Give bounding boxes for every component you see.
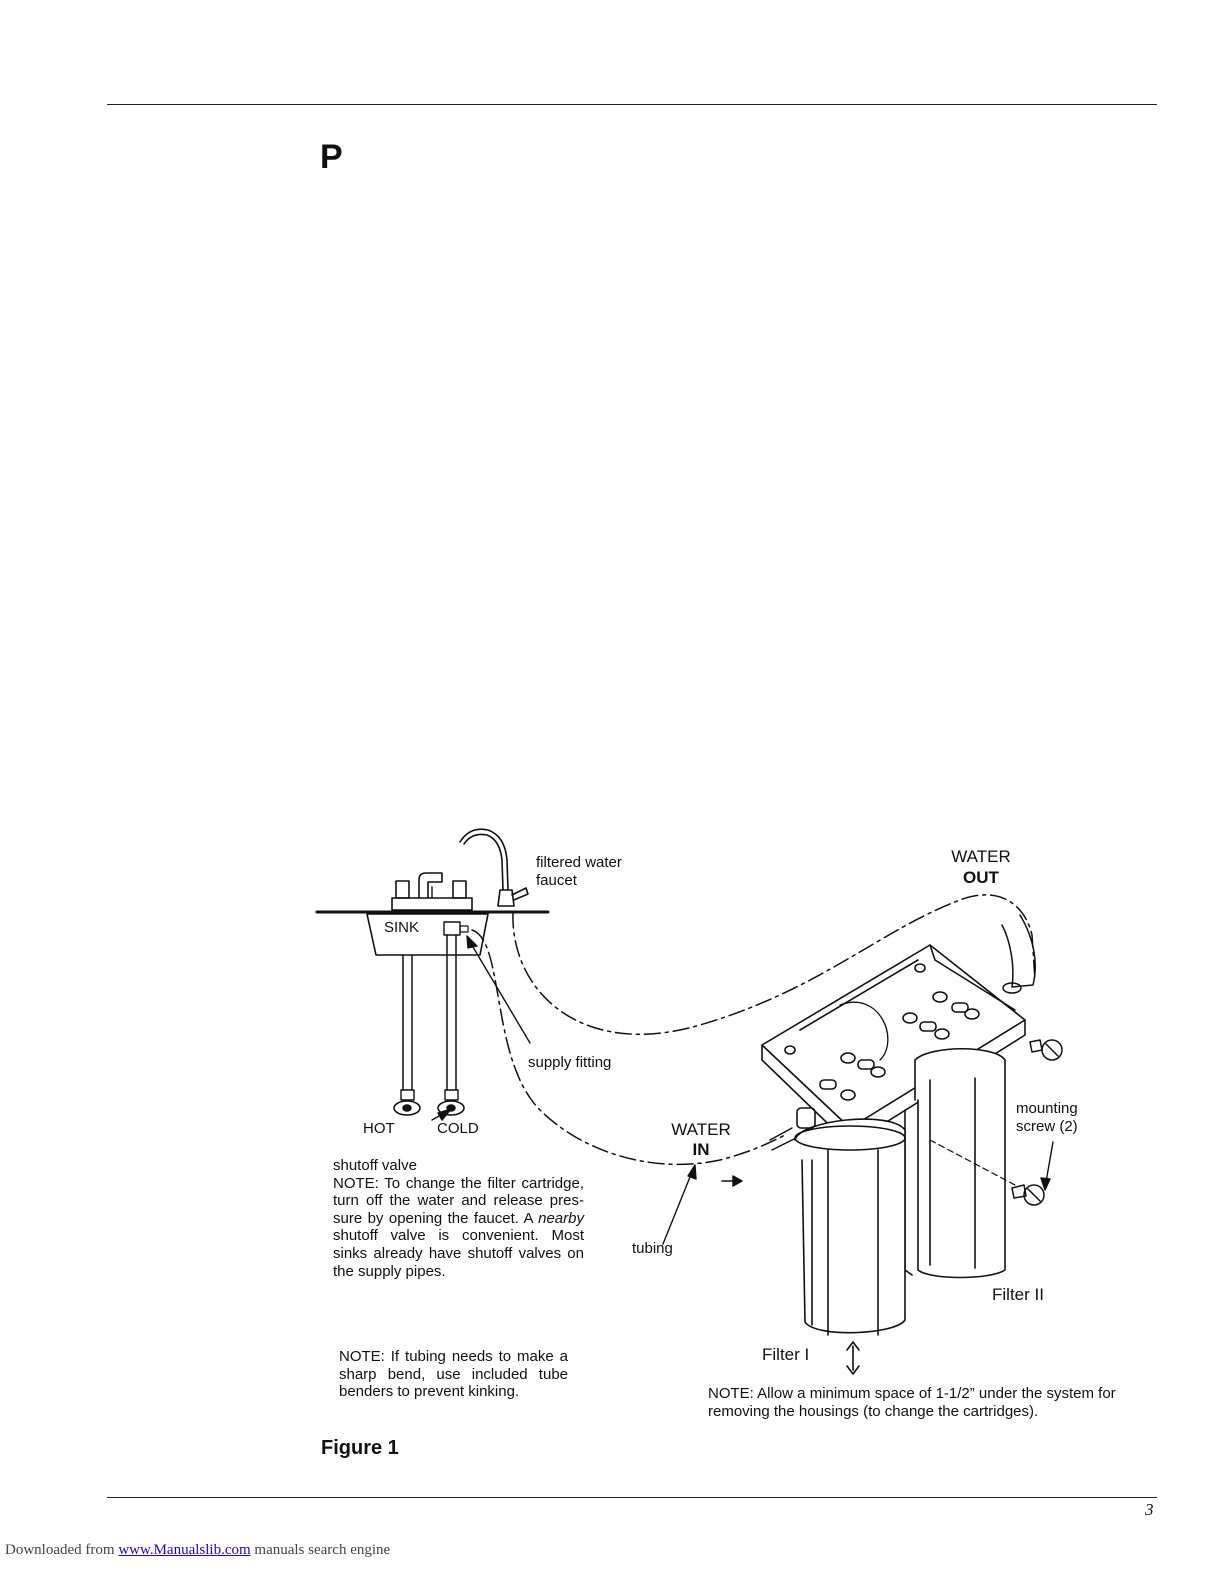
footer-rule <box>107 1497 1157 1498</box>
sink-faucet <box>392 873 472 910</box>
shutoff-valve-title: shutoff valve <box>333 1157 417 1174</box>
inlet-tubing <box>472 930 785 1164</box>
mounting-screw-lower <box>1012 1185 1044 1205</box>
page-number: 3 <box>1145 1500 1154 1519</box>
mounting-screw-upper <box>1030 1040 1062 1060</box>
water-in-label-top: WATER <box>671 1120 731 1139</box>
filter-housing-2 <box>905 1049 1005 1278</box>
water-in-label-bottom: IN <box>692 1140 710 1159</box>
mounting-screw-label-line2: screw (2) <box>1016 1118 1078 1135</box>
shutoff-valve-note-body: NOTE: To change the filter cartridge, turn off the water and release pres- sure by opening the faucet. A nearby shutoff valve is convenient. Most sinks already have shutoff valves on the supply pipes. <box>333 1174 584 1280</box>
download-footer <box>5 1542 390 1559</box>
tubing-bend-note: NOTE: If tubing needs to make a sharp bend, use included tube benders to prevent kinking. <box>339 1348 568 1401</box>
section-heading-letter: P <box>320 138 343 176</box>
figure-caption: Figure 1 <box>321 1437 399 1459</box>
flow-direction-arrow <box>722 1176 742 1186</box>
filtered-faucet-label-line2: faucet <box>536 872 577 889</box>
filtered-water-faucet <box>460 829 528 906</box>
hot-pipe <box>394 955 420 1115</box>
clearance-arrow <box>847 1342 859 1374</box>
filtered-faucet-label-line1: filtered water <box>536 854 622 871</box>
manualslib-link[interactable]: www.Manualslib.com <box>118 1542 251 1558</box>
water-out-label-bottom: OUT <box>963 868 999 887</box>
water-out-label-top: WATER <box>951 847 1011 866</box>
shutoff-valve-note <box>333 1157 584 1280</box>
tubing-label: tubing <box>632 1240 673 1257</box>
supply-fitting-label: supply fitting <box>528 1054 612 1071</box>
cold-label: COLD <box>437 1120 479 1137</box>
hot-label: HOT <box>363 1120 395 1137</box>
mounting-screw-label-line1: mounting <box>1016 1100 1078 1117</box>
filter-housing-1 <box>795 1108 905 1335</box>
supply-fitting <box>444 922 468 935</box>
cold-pipe <box>438 935 464 1115</box>
filter-2-label: Filter II <box>992 1285 1044 1304</box>
footer-suffix: manuals search engine <box>250 1542 391 1558</box>
clearance-note: NOTE: Allow a minimum space of 1-1/2” under the system for removing the housings (to change the cartridges). <box>708 1385 1116 1420</box>
footer-prefix: Downloaded from <box>5 1542 119 1558</box>
sink-label: SINK <box>384 919 420 936</box>
filter-1-label: Filter I <box>762 1345 810 1364</box>
